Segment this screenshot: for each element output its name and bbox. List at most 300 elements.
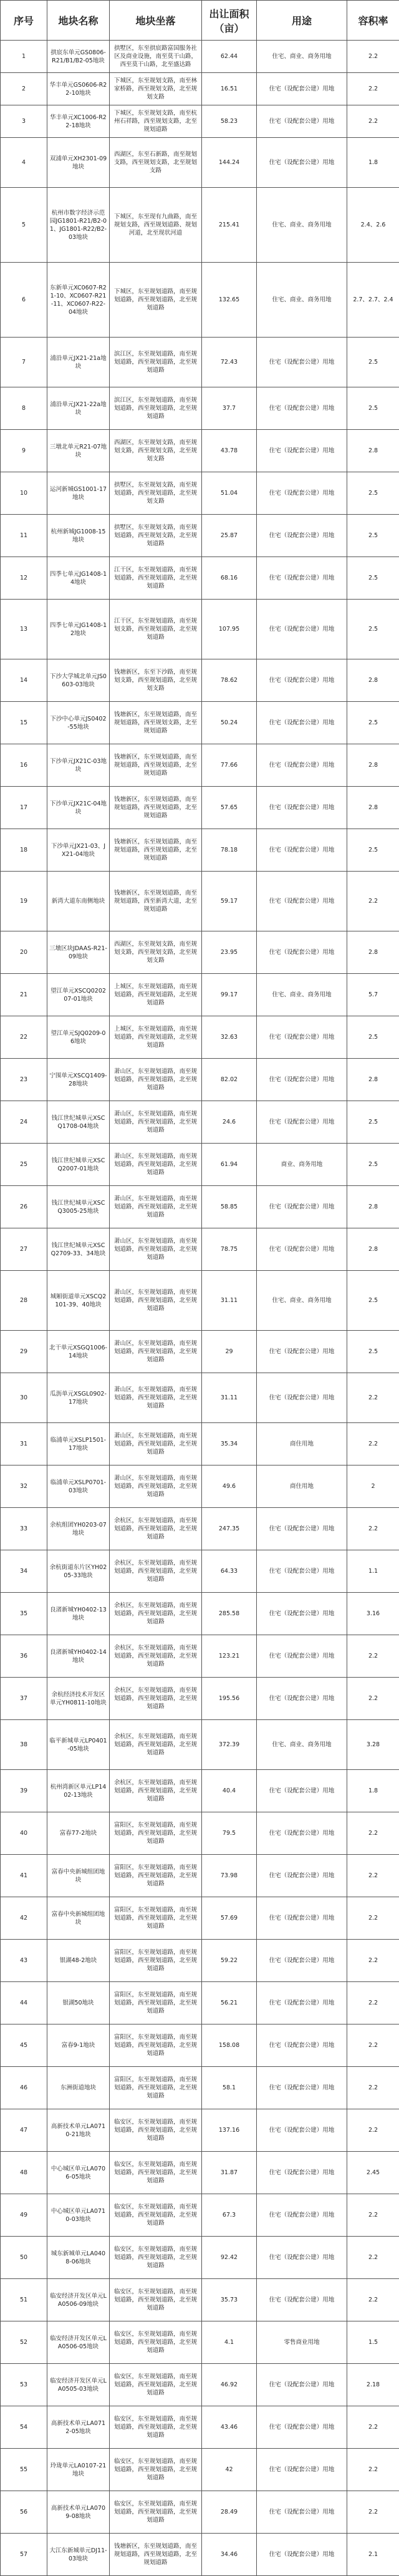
cell-no: 6 [1, 263, 47, 338]
cell-no: 51 [1, 2279, 47, 2321]
col-header-name: 地块名称 [47, 1, 110, 41]
cell-location: 临安区，东至规划道路，南至规划道路，西至规划道路，北至规划道路 [110, 2364, 202, 2406]
cell-area: 29 [202, 1331, 257, 1373]
cell-use: 住宅（设配套公建）用地 [257, 73, 347, 105]
cell-location: 临安区，东至规划道路，南至规划道路，西至规划道路，北至规划道路 [110, 2321, 202, 2364]
cell-location: 临安区，东至规划道路，南至规划道路，西至规划道路，北至规划道路 [110, 2491, 202, 2534]
cell-no: 16 [1, 744, 47, 787]
cell-use: 住宅（设配套公建）用地 [257, 105, 347, 138]
cell-area: 31.11 [202, 1271, 257, 1331]
cell-use: 住宅（设配套公建）用地 [257, 338, 347, 387]
cell-name: 高新技术单元LA0709-08地块 [47, 2491, 110, 2534]
cell-area: 72.43 [202, 338, 257, 387]
cell-no: 57 [1, 2534, 47, 2576]
cell-location: 余杭区，东至规划道路，南至规划道路，西至规划道路，北至规划道路 [110, 1550, 202, 1593]
table-row [1, 1059, 399, 1101]
cell-area: 123.21 [202, 1635, 257, 1678]
cell-no: 42 [1, 1897, 47, 1940]
cell-no: 21 [1, 974, 47, 1016]
cell-name: 下沙大学城北单元JS0603-03地块 [47, 659, 110, 702]
cell-name: 中心城区单元LA0710-03地块 [47, 2194, 110, 2237]
cell-no: 53 [1, 2364, 47, 2406]
cell-area: 82.02 [202, 1059, 257, 1101]
col-header-use: 用途 [257, 1, 347, 41]
cell-location: 下城区，东至现有九曲路，南至规划支路，西至规划道路、规划河道，北至现状河道 [110, 188, 202, 263]
table-row [1, 515, 399, 557]
cell-use: 住宅（设配套公建）用地 [257, 1897, 347, 1940]
cell-far: 2.8 [347, 1186, 399, 1228]
cell-no: 40 [1, 1812, 47, 1855]
cell-use: 住宅（设配套公建）用地 [257, 1855, 347, 1897]
cell-name: 临浦单元XSLP1501-17地块 [47, 1423, 110, 1465]
table-row [1, 1271, 399, 1331]
cell-far: 2.45 [347, 2152, 399, 2194]
table-row [1, 430, 399, 472]
cell-no: 23 [1, 1059, 47, 1101]
cell-area: 78.18 [202, 829, 257, 872]
cell-far: 2.2 [347, 2279, 399, 2321]
cell-no: 24 [1, 1101, 47, 1144]
table-row [1, 1228, 399, 1271]
table-row [1, 702, 399, 744]
cell-location: 滨江区，东至规划道路，南至规划道路，西至规划道路，北至规划道路 [110, 387, 202, 430]
cell-name: 下沙单元JX21-03、JX21-04地块 [47, 829, 110, 872]
cell-use: 住宅（设配套公建）用地 [257, 1016, 347, 1059]
cell-use: 住宅（设配套公建）用地 [257, 515, 347, 557]
table-row [1, 2364, 399, 2406]
cell-far: 2 [347, 1465, 399, 1508]
cell-far: 2.2 [347, 2237, 399, 2279]
cell-no: 9 [1, 430, 47, 472]
table-row [1, 2067, 399, 2109]
cell-area: 158.08 [202, 2024, 257, 2067]
table-row [1, 472, 399, 515]
table-row [1, 73, 399, 105]
cell-location: 临安区，东至规划道路，南至规划道路，西至规划道路，北至规划道路 [110, 2406, 202, 2449]
cell-far: 2.2 [347, 73, 399, 105]
cell-use: 住宅（设配套公建）用地 [257, 702, 347, 744]
cell-no: 39 [1, 1770, 47, 1812]
table-row [1, 2449, 399, 2491]
cell-area: 43.46 [202, 2406, 257, 2449]
cell-use: 住宅（设配套公建）用地 [257, 1982, 347, 2024]
table-row [1, 263, 399, 338]
cell-far: 1.8 [347, 138, 399, 188]
cell-no: 29 [1, 1331, 47, 1373]
cell-no: 50 [1, 2237, 47, 2279]
cell-location: 拱墅区，东至规划支路，南至规划道路，西至规划道路，北至规划支路 [110, 472, 202, 515]
cell-area: 58.23 [202, 105, 257, 138]
cell-area: 49.6 [202, 1465, 257, 1508]
cell-far: 2.8 [347, 1228, 399, 1271]
cell-name: 高新技术单元LA0712-05地块 [47, 2406, 110, 2449]
table-row [1, 1812, 399, 1855]
table-row [1, 105, 399, 138]
cell-far: 2.7、2.7、2.4 [347, 263, 399, 338]
cell-far: 1.5 [347, 2321, 399, 2364]
cell-location: 临安区，东至规划道路，南至规划道路，西至规划道路，北至规划道路 [110, 2109, 202, 2152]
cell-location: 萧山区，东至规划道路，南至规划道路，西至规划道路，北至规划道路 [110, 1331, 202, 1373]
cell-no: 54 [1, 2406, 47, 2449]
cell-name: 城东新城单元LA0408-06地块 [47, 2237, 110, 2279]
col-header-area: 出让面积（亩） [202, 1, 257, 41]
cell-name: 下沙中心单元JS0402-55地块 [47, 702, 110, 744]
cell-area: 132.65 [202, 263, 257, 338]
cell-use: 住宅（设配套公建）用地 [257, 1331, 347, 1373]
cell-far: 2.5 [347, 1271, 399, 1331]
cell-use: 住宅（设配套公建）用地 [257, 787, 347, 829]
cell-use: 住宅（设配套公建）用地 [257, 2194, 347, 2237]
table-row [1, 1982, 399, 2024]
cell-location: 临安区，东至规划道路，南至规划道路，西至规划道路，北至规划道路 [110, 2237, 202, 2279]
cell-name: 临安经济开发区单元LA0505-03地块 [47, 2364, 110, 2406]
cell-use: 住宅（设配套公建）用地 [257, 1186, 347, 1228]
cell-location: 余杭区，东至规划道路，南至规划道路，西至规划道路，北至规划道路 [110, 1770, 202, 1812]
cell-far: 2.2 [347, 2024, 399, 2067]
cell-area: 4.1 [202, 2321, 257, 2364]
table-row [1, 1465, 399, 1508]
cell-name: 钱江世纪城单元XSCQ1708-04地块 [47, 1101, 110, 1144]
cell-location: 余杭区，东至规划道路，南至规划道路，西至规划道路，北至规划道路 [110, 1508, 202, 1550]
cell-use: 住宅（设配套公建）用地 [257, 1635, 347, 1678]
cell-far: 2.5 [347, 702, 399, 744]
cell-name: 三墩北单元R21-07地块 [47, 430, 110, 472]
cell-no: 44 [1, 1982, 47, 2024]
cell-area: 99.17 [202, 974, 257, 1016]
cell-use: 住宅、商业、商务用地 [257, 1271, 347, 1331]
cell-area: 28.49 [202, 2491, 257, 2534]
cell-use: 住宅（设配套公建）用地 [257, 872, 347, 931]
cell-location: 钱塘新区，东至下沙路，南至规划支路，西至规划道路，北至规划支路 [110, 659, 202, 702]
cell-location: 萧山区，东至规划道路，南至规划道路，西至规划道路，北至规划道路 [110, 1144, 202, 1186]
cell-location: 临安区，东至规划道路，南至规划道路，西至规划道路，北至规划道路 [110, 2194, 202, 2237]
cell-name: 富春中央新城组团地块 [47, 1897, 110, 1940]
cell-use: 住宅（设配套公建）用地 [257, 387, 347, 430]
cell-use: 住宅（设配套公建）用地 [257, 2152, 347, 2194]
cell-far: 2.2 [347, 872, 399, 931]
table-row [1, 1186, 399, 1228]
cell-area: 67.3 [202, 2194, 257, 2237]
cell-name: 余杭街道东片区YH0205-33地块 [47, 1550, 110, 1593]
cell-far: 2.5 [347, 557, 399, 600]
cell-use: 住宅（设配套公建）用地 [257, 1940, 347, 1982]
cell-area: 215.41 [202, 188, 257, 263]
table-row [1, 1720, 399, 1770]
cell-name: 杭州新城JG1008-15地块 [47, 515, 110, 557]
cell-name: 富春中央新城组团地块 [47, 1855, 110, 1897]
cell-use: 住宅（设配套公建）用地 [257, 1770, 347, 1812]
cell-area: 78.75 [202, 1228, 257, 1271]
cell-use: 住宅（设配套公建）用地 [257, 2279, 347, 2321]
cell-no: 15 [1, 702, 47, 744]
cell-area: 24.6 [202, 1101, 257, 1144]
table-row [1, 41, 399, 73]
cell-area: 73.98 [202, 1855, 257, 1897]
cell-name: 临浦单元XSLP0701-03地块 [47, 1465, 110, 1508]
cell-no: 7 [1, 338, 47, 387]
cell-name: 临安经济开发区单元LA0506-05地块 [47, 2321, 110, 2364]
cell-name: 下沙单元JX21C-03地块 [47, 744, 110, 787]
cell-no: 26 [1, 1186, 47, 1228]
cell-area: 16.51 [202, 73, 257, 105]
cell-far: 2.2 [347, 1982, 399, 2024]
cell-use: 住宅（设配套公建）用地 [257, 2534, 347, 2576]
table-row [1, 1508, 399, 1550]
cell-name: 双浦单元XH2301-09地块 [47, 138, 110, 188]
cell-area: 23.95 [202, 931, 257, 974]
cell-far: 2.2 [347, 41, 399, 73]
cell-no: 38 [1, 1720, 47, 1770]
cell-no: 43 [1, 1940, 47, 1982]
cell-use: 住宅（设配套公建）用地 [257, 829, 347, 872]
table-row [1, 1897, 399, 1940]
cell-location: 钱塘新区，东至规划道路，南至规划道路，西至新湾大道，北至规划道路 [110, 872, 202, 931]
cell-far: 2.2 [347, 1940, 399, 1982]
cell-no: 1 [1, 41, 47, 73]
cell-far: 2.2 [347, 2109, 399, 2152]
cell-name: 北干单元XSGQ1006-14地块 [47, 1331, 110, 1373]
cell-name: 良渚新城YH0402-14地块 [47, 1635, 110, 1678]
cell-location: 钱塘新区，东至规划道路，南至规划道路，西至规划道路，北至规划道路 [110, 787, 202, 829]
cell-use: 商住用地 [257, 1423, 347, 1465]
cell-area: 58.85 [202, 1186, 257, 1228]
table-row [1, 1855, 399, 1897]
cell-name: 宁围单元XSCQ1409-28地块 [47, 1059, 110, 1101]
cell-location: 余杭区，东至规划道路，南至规划道路，西至规划道路，北至规划道路 [110, 1720, 202, 1770]
cell-location: 下城区，东至规划支路，南至杭州石祥路，西至规划支路，北至规划道路 [110, 105, 202, 138]
cell-location: 钱塘新区，东至规划道路，南至规划道路，西至规划道路，北至规划道路 [110, 829, 202, 872]
cell-no: 35 [1, 1593, 47, 1635]
table-row [1, 1770, 399, 1812]
cell-name: 东洲街道地块 [47, 2067, 110, 2109]
table-row [1, 2152, 399, 2194]
cell-name: 钱江世纪城单元XSCQ3005-25地块 [47, 1186, 110, 1228]
cell-use: 住宅（设配套公建）用地 [257, 2237, 347, 2279]
cell-use: 住宅（设配套公建）用地 [257, 2406, 347, 2449]
cell-area: 137.16 [202, 2109, 257, 2152]
cell-use: 住宅（设配套公建）用地 [257, 600, 347, 659]
cell-location: 西湖区，东至规划支路，南至规划支路，西至规划支路，北至规划支路 [110, 430, 202, 472]
cell-far: 2.2 [347, 105, 399, 138]
cell-location: 富阳区，东至规划道路，南至规划道路，西至规划道路，北至规划道路 [110, 1940, 202, 1982]
table-row [1, 659, 399, 702]
cell-use: 住宅（设配套公建）用地 [257, 659, 347, 702]
cell-location: 余杭区，东至规划道路，南至规划道路，西至规划道路，北至规划道路 [110, 1678, 202, 1720]
cell-no: 56 [1, 2491, 47, 2534]
cell-area: 61.94 [202, 1144, 257, 1186]
cell-name: 瓜沥单元XSGL0902-17地块 [47, 1373, 110, 1423]
cell-area: 31.11 [202, 1373, 257, 1423]
cell-far: 2.2 [347, 1373, 399, 1423]
cell-no: 45 [1, 2024, 47, 2067]
cell-area: 285.58 [202, 1593, 257, 1635]
cell-no: 18 [1, 829, 47, 872]
col-header-location: 地块坐落 [110, 1, 202, 41]
cell-far: 2.2 [347, 2449, 399, 2491]
cell-no: 20 [1, 931, 47, 974]
cell-location: 富阳区，东至规划道路，南至规划道路，西至规划道路，北至规划道路 [110, 1982, 202, 2024]
table-row [1, 2237, 399, 2279]
cell-name: 富春9-1地块 [47, 2024, 110, 2067]
cell-area: 68.16 [202, 557, 257, 600]
cell-name: 大江东新城单元DJ11-03地块 [47, 2534, 110, 2576]
cell-no: 36 [1, 1635, 47, 1678]
cell-no: 34 [1, 1550, 47, 1593]
cell-area: 57.69 [202, 1897, 257, 1940]
cell-no: 32 [1, 1465, 47, 1508]
cell-use: 住宅（设配套公建）用地 [257, 2491, 347, 2534]
table-row [1, 2321, 399, 2364]
cell-name: 望江单元XSCQ020207-01地块 [47, 974, 110, 1016]
cell-no: 46 [1, 2067, 47, 2109]
cell-use: 住宅（设配套公建）用地 [257, 2364, 347, 2406]
cell-name: 高新技术单元LA0710-21地块 [47, 2109, 110, 2152]
table-row [1, 2406, 399, 2449]
cell-area: 35.73 [202, 2279, 257, 2321]
cell-far: 2.2 [347, 2406, 399, 2449]
cell-far: 2.5 [347, 829, 399, 872]
cell-far: 2.2 [347, 1678, 399, 1720]
cell-location: 萧山区，东至规划道路，南至规划道路，西至规划道路，北至规划道路 [110, 1228, 202, 1271]
table-row [1, 1144, 399, 1186]
cell-far: 2.5 [347, 472, 399, 515]
cell-name: 银湖48-2地块 [47, 1940, 110, 1982]
cell-use: 住宅（设配套公建）用地 [257, 1550, 347, 1593]
table-row [1, 1593, 399, 1635]
cell-use: 住宅（设配套公建）用地 [257, 2109, 347, 2152]
cell-location: 临安区，东至规划道路，南至规划道路，西至规划道路，北至规划道路 [110, 2152, 202, 2194]
cell-far: 3.28 [347, 1720, 399, 1770]
cell-far: 2.2 [347, 1423, 399, 1465]
cell-location: 江干区，东至规划道路，南至规划道路，西至规划道路，北至规划道路 [110, 557, 202, 600]
cell-use: 住宅、商业、商务用地 [257, 188, 347, 263]
cell-no: 37 [1, 1678, 47, 1720]
cell-location: 萧山区，东至规划道路，南至规划道路，西至规划道路，北至规划道路 [110, 1101, 202, 1144]
cell-location: 钱塘新区，东至规划道路，南至规划道路，西至规划道路，北至规划道路 [110, 2534, 202, 2576]
cell-name: 良渚新城YH0402-13地块 [47, 1593, 110, 1635]
cell-area: 64.33 [202, 1550, 257, 1593]
cell-no: 19 [1, 872, 47, 931]
cell-area: 37.7 [202, 387, 257, 430]
cell-area: 32.63 [202, 1016, 257, 1059]
cell-area: 59.22 [202, 1940, 257, 1982]
table-row [1, 188, 399, 263]
table-row [1, 557, 399, 600]
cell-use: 住宅、商业、商务用地 [257, 1720, 347, 1770]
cell-far: 2.5 [347, 1331, 399, 1373]
cell-area: 40.4 [202, 1770, 257, 1812]
cell-area: 51.04 [202, 472, 257, 515]
cell-location: 滨江区，东至规划道路，南至规划道路，西至规划道路，北至规划道路 [110, 338, 202, 387]
cell-location: 余杭区，东至规划道路，南至规划道路，西至规划道路，北至规划道路 [110, 1635, 202, 1678]
table-row [1, 338, 399, 387]
cell-name: 富春77-2地块 [47, 1812, 110, 1855]
cell-location: 江干区，东至规划道路，南至规划支路，西至规划道路，北至规划道路 [110, 600, 202, 659]
table-row [1, 1940, 399, 1982]
cell-far: 2.2 [347, 2194, 399, 2237]
cell-location: 萧山区，东至规划道路，南至规划道路，西至规划道路，北至规划道路 [110, 1373, 202, 1423]
cell-far: 2.5 [347, 1016, 399, 1059]
cell-area: 57.65 [202, 787, 257, 829]
cell-location: 下城区，东至规划道路，南至规划道路，西至规划道路，北至规划道路 [110, 263, 202, 338]
table-row [1, 2491, 399, 2534]
cell-name: 望江单元SJQ0209-06地块 [47, 1016, 110, 1059]
table-row [1, 1373, 399, 1423]
cell-far: 2.5 [347, 338, 399, 387]
cell-area: 25.87 [202, 515, 257, 557]
table-row [1, 1101, 399, 1144]
cell-no: 17 [1, 787, 47, 829]
cell-name: 钱江世纪城单元XSCQ2709-33、34地块 [47, 1228, 110, 1271]
cell-no: 14 [1, 659, 47, 702]
cell-no: 55 [1, 2449, 47, 2491]
cell-location: 钱塘新区，东至规划道路，南至规划道路，西至规划支路，北至规划道路 [110, 702, 202, 744]
table-row [1, 931, 399, 974]
cell-area: 77.66 [202, 744, 257, 787]
cell-no: 12 [1, 557, 47, 600]
cell-no: 22 [1, 1016, 47, 1059]
cell-area: 144.24 [202, 138, 257, 188]
cell-use: 住宅（设配套公建）用地 [257, 744, 347, 787]
cell-far: 2.2 [347, 2491, 399, 2534]
cell-area: 56.21 [202, 1982, 257, 2024]
table-row [1, 2279, 399, 2321]
cell-name: 临平新城单元LP0401-05地块 [47, 1720, 110, 1770]
table-row [1, 1635, 399, 1678]
cell-location: 萧山区，东至规划道路，南至规划道路，西至规划道路，北至规划道路 [110, 1059, 202, 1101]
cell-far: 2.8 [347, 931, 399, 974]
cell-far: 2.8 [347, 659, 399, 702]
cell-no: 47 [1, 2109, 47, 2152]
cell-no: 2 [1, 73, 47, 105]
table-row [1, 1678, 399, 1720]
cell-use: 住宅（设配套公建）用地 [257, 931, 347, 974]
cell-name: 华丰单元XC1006-R22-18地块 [47, 105, 110, 138]
cell-no: 30 [1, 1373, 47, 1423]
cell-location: 钱塘新区，东至规划道路，南至规划道路，西至规划道路，北至规划道路 [110, 744, 202, 787]
cell-location: 萧山区，东至规划道路，南至规划道路，西至规划道路，北至规划道路 [110, 1465, 202, 1508]
cell-area: 107.95 [202, 600, 257, 659]
cell-name: 杭州市数字经济示范园JG1801-R21/B2-01、JG1801-R22/B2-03地块 [47, 188, 110, 263]
cell-no: 3 [1, 105, 47, 138]
cell-use: 住宅（设配套公建）用地 [257, 1228, 347, 1271]
cell-location: 西湖区，东至石新路，南至规划支路，西至规划支路，北至规划支路 [110, 138, 202, 188]
cell-name: 下沙单元JX21C-04地块 [47, 787, 110, 829]
cell-no: 28 [1, 1271, 47, 1331]
cell-area: 372.39 [202, 1720, 257, 1770]
cell-far: 2.5 [347, 387, 399, 430]
cell-no: 8 [1, 387, 47, 430]
table-row [1, 387, 399, 430]
cell-name: 新湾大道东南侧地块 [47, 872, 110, 931]
cell-name: 华丰单元GS0606-R22-10地块 [47, 73, 110, 105]
cell-location: 富阳区，东至规划道路，南至规划道路，西至规划道路，北至规划道路 [110, 2024, 202, 2067]
cell-use: 商住用地 [257, 1465, 347, 1508]
cell-area: 195.56 [202, 1678, 257, 1720]
cell-name: 四季七单元JG1408-14地块 [47, 557, 110, 600]
cell-no: 48 [1, 2152, 47, 2194]
cell-location: 下城区，东至规划支路，南至林家桥路，西至规划支路，北至规划支路 [110, 73, 202, 105]
cell-area: 58.1 [202, 2067, 257, 2109]
cell-location: 上城区，东至规划道路，南至规划道路，西至规划道路，北至规划道路 [110, 1016, 202, 1059]
cell-name: 运河新城GS1001-17地块 [47, 472, 110, 515]
cell-name: 临安经济开发区单元LA0506-09地块 [47, 2279, 110, 2321]
cell-name: 钱江世纪城单元XSCQ2007-01地块 [47, 1144, 110, 1186]
cell-use: 商业、商务用地 [257, 1144, 347, 1186]
cell-location: 富阳区，东至规划道路，南至规划道路，西至规划道路，北至规划道路 [110, 1855, 202, 1897]
table-row [1, 1550, 399, 1593]
cell-name: 东新单元XC0607-R21-10、XC0607-R21-11、XC0607-R22-04地块 [47, 263, 110, 338]
